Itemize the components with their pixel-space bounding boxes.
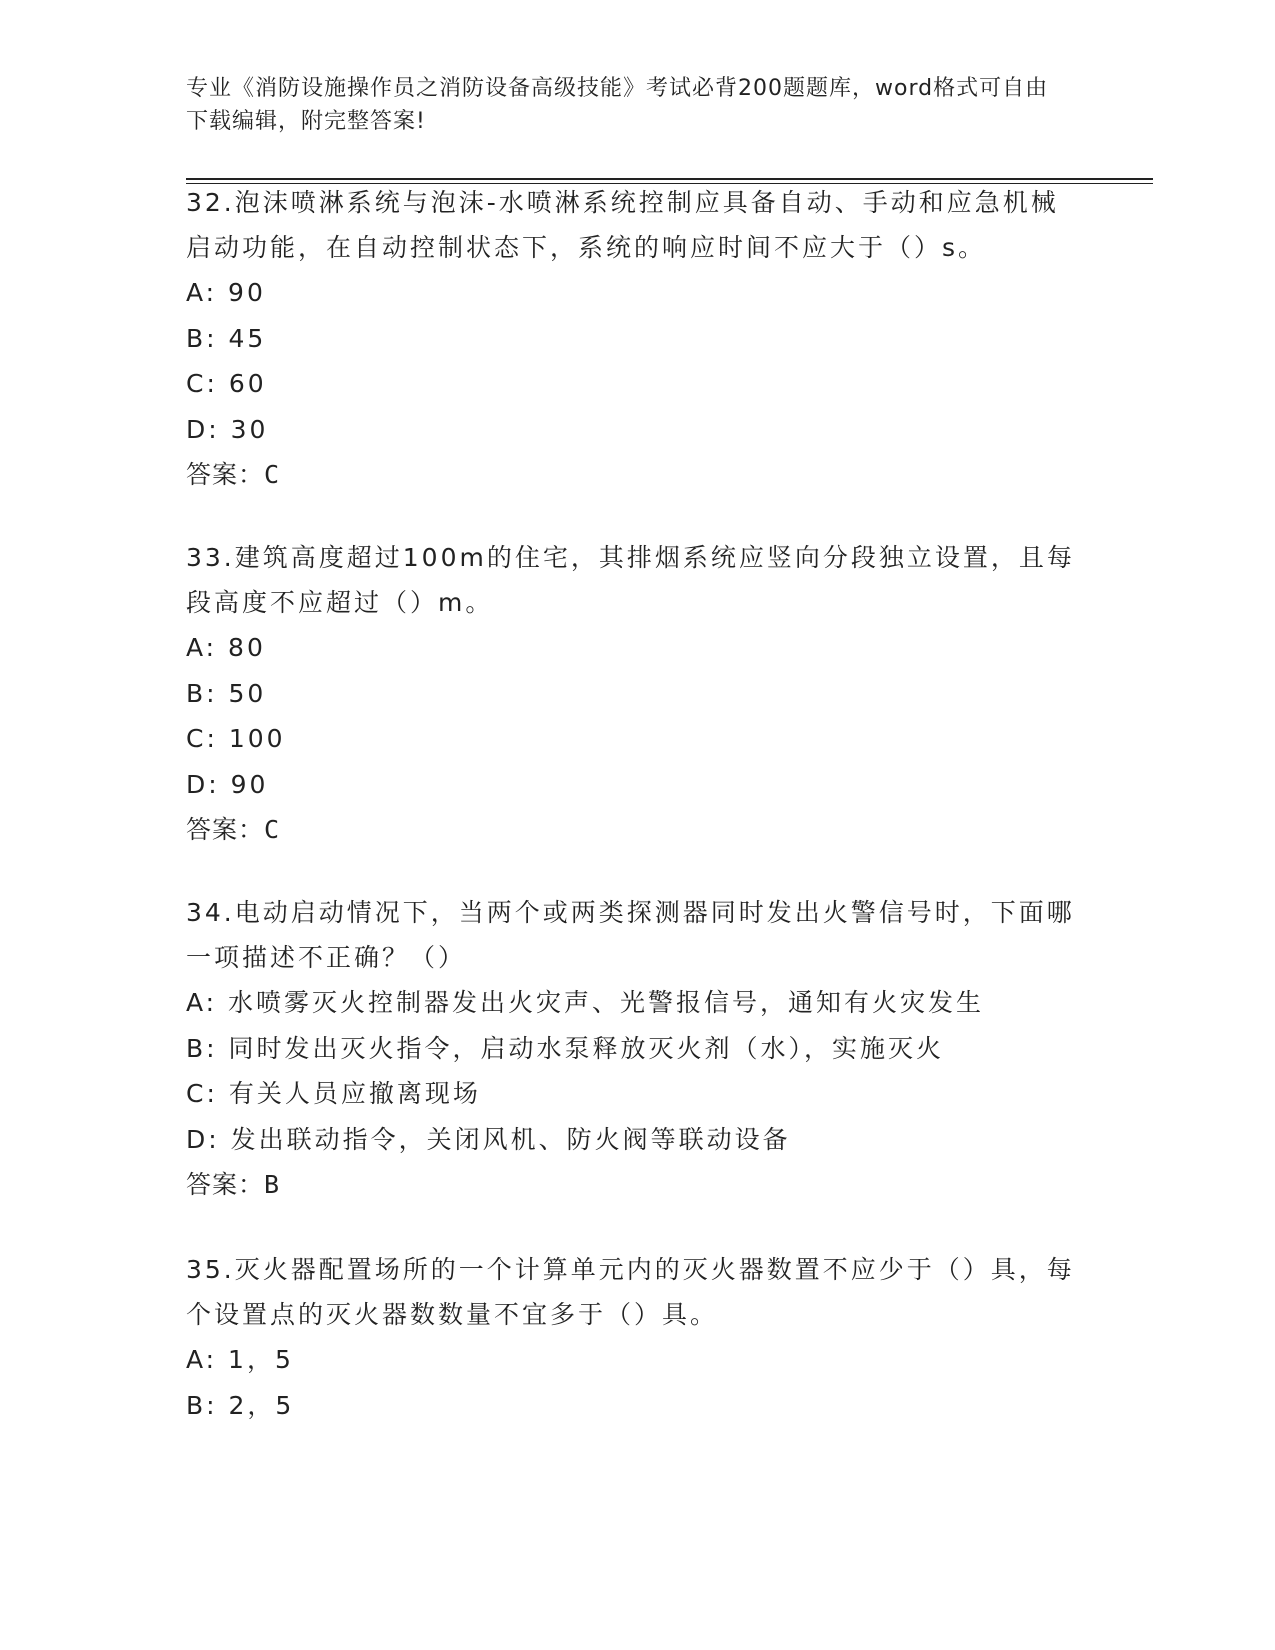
question-stem: 35.灭火器配置场所的一个计算单元内的灭火器数置不应少于（）具，每个设置点的灭火器数数量不宜多于（）具。 [186,1255,1075,1329]
option-b: B: 同时发出灭火指令，启动水泵释放灭火剂（水），实施灭火 [186,1033,945,1063]
option-c: C: 有关人员应撤离现场 [186,1079,481,1108]
option-b: B: 2，5 [186,1390,295,1420]
option-a: A: 90 [186,278,266,307]
option-c: C: 60 [186,369,267,398]
question-33 [186,535,1086,852]
question-32 [186,180,1086,497]
option-b: B: 45 [186,323,267,353]
question-stem: 34.电动启动情况下，当两个或两类探测器同时发出火警信号时，下面哪一项描述不正确？（） [186,898,1075,972]
answer-key: 答案：B [186,1170,281,1199]
option-a: A: 80 [186,633,266,662]
question-stem: 32.泡沫喷淋系统与泡沫-水喷淋系统控制应具备自动、手动和应急机械启动功能，在自动控制状态下，系统的响应时间不应大于（）s。 [186,188,1059,262]
option-a: A: 1，5 [186,1345,294,1374]
option-c: C: 100 [186,724,286,753]
document-header: 专业《消防设施操作员之消防设备高级技能》考试必背200题题库，word格式可自由下载编辑，附完整答案! [186,76,1049,134]
option-d: D: 30 [186,414,269,444]
option-a: A: 水喷雾灭火控制器发出火灾声、光警报信号，通知有火灾发生 [186,988,985,1017]
question-stem: 33.建筑高度超过100m的住宅，其排烟系统应竖向分段独立设置，且每段高度不应超过（）m。 [186,543,1075,617]
question-35 [186,1247,1086,1428]
option-d: D: 90 [186,769,269,799]
question-34 [186,890,1086,1207]
answer-key: 答案：C [186,460,281,489]
option-d: D: 发出联动指令，关闭风机、防火阀等联动设备 [186,1124,791,1154]
option-b: B: 50 [186,678,267,708]
answer-key: 答案：C [186,815,281,844]
